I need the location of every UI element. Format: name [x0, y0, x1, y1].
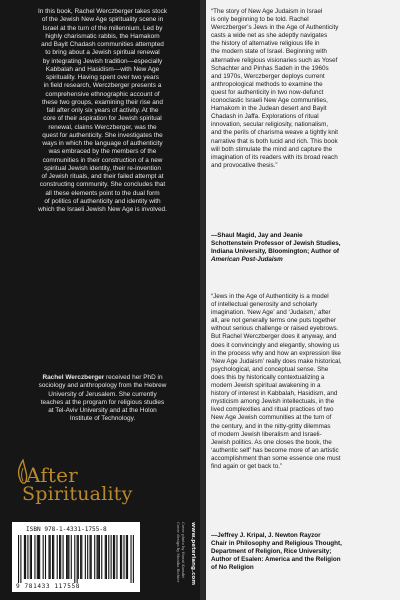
quote-line: iconoclastic Israeli New Age communities,: [211, 97, 328, 105]
barcode-bar: [67, 535, 68, 579]
quote-line: and the perils of charisma weave a tightly knit: [211, 129, 339, 137]
barcode-bar: [48, 535, 49, 579]
barcode-bar: [106, 535, 107, 579]
isbn-label: ISBN 978-1-4331-1755-8: [26, 526, 107, 533]
barcode-bar: [126, 535, 127, 579]
barcode-bar: [80, 535, 81, 579]
quote-line: and provocative thesis.”: [211, 161, 278, 169]
barcode-bar: [87, 535, 88, 579]
barcode-bar: [78, 535, 79, 579]
barcode-bar: [116, 535, 117, 579]
barcode-bar: [108, 535, 109, 579]
barcode-bar: [98, 535, 99, 579]
publisher-url: www.peterlang.com: [190, 522, 196, 586]
description-line: Kabbalah and Hasidism—with New Age: [45, 65, 160, 73]
barcode-bar: [57, 535, 58, 579]
barcode-bar: [97, 535, 98, 579]
barcode-graphic: [18, 535, 134, 583]
attribution-line: of No Religion: [211, 564, 254, 572]
quote-line: accomplishment than some essence one must: [211, 454, 341, 462]
barcode-bar: [127, 535, 128, 579]
quote-line: quest for authenticity in two now-defunct: [211, 88, 324, 96]
barcode-bar: [50, 535, 51, 579]
barcode-bar: [39, 535, 40, 579]
description-line: In this book, Rachel Werczberger takes stock: [37, 8, 168, 15]
bio-line: University of Jerusalem. She currently: [48, 390, 157, 398]
quote-line: find again or get back to.”: [211, 462, 283, 470]
barcode-bar: [18, 535, 19, 583]
barcode-bar: [94, 535, 95, 579]
attribution-line: Chair in Philosophy and Religious Thought,: [211, 540, 342, 548]
author-name: Rachel Werczberger: [42, 374, 105, 381]
barcode-bar: [130, 535, 131, 583]
barcode-bar: [45, 535, 46, 579]
quote-line: “Jews in the Age of Authenticity is a model: [211, 293, 329, 300]
bio-line: at Tel-Aviv University and at the Holon: [48, 407, 157, 414]
attribution-line: —Jeffrey J. Kripal, J. Newton Rayzor: [211, 532, 321, 539]
credit-line: Cover design by Monika Richter: [176, 522, 181, 583]
description-line: ways in which the language of authenticity: [42, 140, 163, 147]
barcode-bar: [120, 535, 121, 579]
barcode-bar: [34, 535, 35, 579]
barcode-bar: [25, 535, 26, 579]
barcode-bar: [71, 535, 72, 579]
quote-line: imagination of its readers with its broad reach: [211, 153, 338, 161]
quote-line: New Age Jewish communities at the turn of: [211, 414, 332, 422]
quote-line: without serious challenge or raised eyebrows.: [211, 325, 339, 333]
barcode-bar: [77, 535, 78, 583]
quote-line: anthropological methods to examine the: [211, 80, 323, 88]
description-line: by integrating Jewish tradition—especially: [42, 57, 163, 65]
barcode-bar: [27, 535, 28, 579]
barcode-box: [12, 522, 140, 592]
description-line: and Bayit Chadash communities attempted: [41, 41, 164, 48]
description-line: which the Israeli Jewish New Age is involved.: [38, 206, 167, 213]
quote-line: of modern Jewish liberalism and Israeli-: [211, 430, 322, 438]
book-description: [11, 8, 194, 214]
quote-line: innovation, secular religiosity, nationalism,: [211, 121, 329, 129]
barcode-bar: [24, 535, 25, 579]
endorsement-quote: [211, 8, 396, 170]
quote-line: ‘authentic self’ has become more of an artistic: [211, 446, 339, 454]
barcode-bar: [89, 535, 90, 579]
quote-line: the century, and in the nitty-gritty dilemmas: [211, 422, 331, 430]
description-line: in field research, Werczberger presents a: [43, 82, 162, 90]
quote-line: the modern state of Israel. Beginning with: [211, 48, 327, 56]
description-line: Israel at the turn of the millennium. Led by: [42, 24, 163, 32]
barcode-bar: [121, 535, 122, 579]
endorsement-quote: [211, 293, 396, 471]
quote-line: psychological, and conceptual sense. She: [211, 365, 329, 373]
barcode-bar: [52, 535, 53, 579]
bio-line: sociology and anthropology from the Hebrew: [38, 382, 167, 390]
barcode-bar: [81, 535, 82, 579]
description-line: of Jewish rituals, and their failed attempt at: [41, 173, 164, 180]
bio-line: Institute of Technology.: [69, 415, 136, 423]
description-line: was embraced by the members of the: [48, 148, 157, 156]
attribution-book-title: American Post-Judaism: [211, 256, 283, 264]
barcode-bar: [105, 535, 106, 579]
endorsement-attribution: [211, 532, 396, 572]
description-line: fall after only six years of activity. At the: [46, 107, 159, 114]
description-line: of politics of authenticity and identity with: [44, 197, 161, 205]
credit-line: Cover photo by Hanni Kamdei: [181, 522, 185, 579]
quote-line: will both stimulate the mind and capture the: [211, 145, 333, 153]
attribution-line: Schottenstein Professor of Jewish Studies,: [211, 240, 341, 248]
attribution-line: Indiana University, Bloomington; Author of: [211, 248, 340, 256]
series-logo-line1: After: [26, 463, 78, 487]
quote-line: all, are not generally terms one puts together: [211, 317, 336, 325]
quote-line: Chadash in Jaffa. Explorations of ritual: [211, 113, 319, 121]
barcode-bar: [66, 535, 67, 579]
barcode-bar: [63, 535, 64, 579]
barcode-bar: [20, 535, 21, 583]
barcode-bar: [114, 535, 115, 579]
barcode-bar: [101, 535, 102, 579]
quote-line: Werczberger’s Jews in the Age of Authenticity: [211, 24, 339, 32]
quote-line: narrative that is both lucid and rich. This book: [211, 137, 338, 145]
barcode-digits: 9 781433 117558: [16, 583, 81, 590]
description-line: these two groups, examining their rise and: [42, 98, 163, 106]
barcode-bar: [43, 535, 44, 579]
attribution-line: Department of Religion, Rice University;: [211, 548, 332, 556]
description-line: spiritual Jewish identity, their re-invention: [44, 164, 161, 172]
barcode-bar: [31, 535, 32, 579]
barcode-bar: [74, 535, 75, 583]
quote-line: does this by historically contextualizing a: [211, 373, 325, 381]
description-line: communities in their construction of a new: [42, 156, 163, 164]
description-line: all these elements point to the dual form: [45, 189, 160, 197]
barcode-bar: [68, 535, 69, 579]
description-line: highly charismatic rabbis, the Hamakom: [45, 32, 160, 40]
barcode-bar: [113, 535, 114, 579]
description-line: of the Jewish New Age spirituality scene in: [41, 16, 164, 24]
description-line: renewal, claims Werczberger, was the: [48, 123, 157, 131]
description-line: constructing community. She concludes that: [39, 181, 166, 189]
quote-line: is only beginning to be told. Rachel: [211, 16, 309, 24]
quote-line: mysticism among Jewish intellectuals, in the: [211, 398, 335, 406]
barcode-bar: [91, 535, 92, 579]
quote-line: “The story of New Age Judaism in Israel: [211, 8, 323, 15]
quote-line: and 1970s, Werczberger deploys current: [211, 72, 325, 80]
quote-line: history of interest in Kabbalah, Hasidism, and: [211, 390, 338, 398]
cover-credits: [171, 522, 185, 594]
quote-line: Jewish politics. As one closes the book, the: [211, 438, 332, 446]
quote-line: lived complexities and ritual practices of two: [211, 406, 334, 414]
description-line: spirituality. Having spent over two years: [46, 74, 159, 81]
series-logo: [16, 457, 133, 517]
description-line: to bring about a Jewish spiritual renewal: [45, 49, 160, 57]
description-line: quest for authenticity. She investigates the: [42, 131, 163, 139]
attribution-line: —Shaul Magid, Jay and Jeanie: [211, 232, 303, 239]
quote-line: imagination. ‘New Age’ and ‘Judaism,’ after: [211, 309, 331, 317]
endorsements-panel: [206, 0, 400, 600]
quote-line: does it convincingly and elegantly, showing us: [211, 341, 340, 349]
barcode-bar: [37, 535, 38, 579]
author-bio: [11, 374, 194, 424]
quote-line: Hamakom in the Judean desert and Bayit: [211, 105, 327, 113]
quote-line: ‘New Age Judaism’ really does make historical,: [211, 357, 342, 365]
series-logo-line2: Spirituality: [22, 483, 133, 505]
barcode-bar: [123, 535, 124, 579]
quote-line: the history of alternative religious life in: [211, 40, 320, 48]
barcode-bar: [30, 535, 31, 579]
quote-line: Schachter and Pinhas Sadeh in the 1960s: [211, 64, 329, 72]
quote-line: alternative religious visionaries such as Yosef: [211, 56, 338, 64]
quote-line: in the process why and how an expression like: [211, 349, 341, 357]
barcode-bar: [111, 535, 112, 579]
barcode-bar: [53, 535, 54, 579]
barcode-bar: [99, 535, 100, 579]
description-line: comprehensive ethnographic account of: [45, 90, 160, 98]
description-line: core of their aspiration for Jewish spiritual: [43, 115, 162, 123]
barcode-bar: [38, 535, 39, 579]
quote-line: of intellectual generosity and scholarly: [211, 301, 318, 309]
barcode-bar: [133, 535, 134, 583]
quote-line: But Rachel Werczberger does it anyway, and: [211, 333, 337, 341]
barcode-bar: [60, 535, 61, 579]
attribution-line: Author of Esalen: America and the Religion: [211, 556, 341, 564]
bio-line: received her PhD in: [104, 374, 163, 381]
endorsement-attribution: [211, 232, 396, 264]
quote-line: casts a wide net as she adeptly navigates: [211, 32, 328, 40]
barcode-bar: [59, 535, 60, 579]
bio-line: teaches at the program for religious studies: [40, 398, 165, 406]
barcode-bar: [85, 535, 86, 579]
quote-line: modern Jewish spiritual awakening in a: [211, 382, 321, 390]
